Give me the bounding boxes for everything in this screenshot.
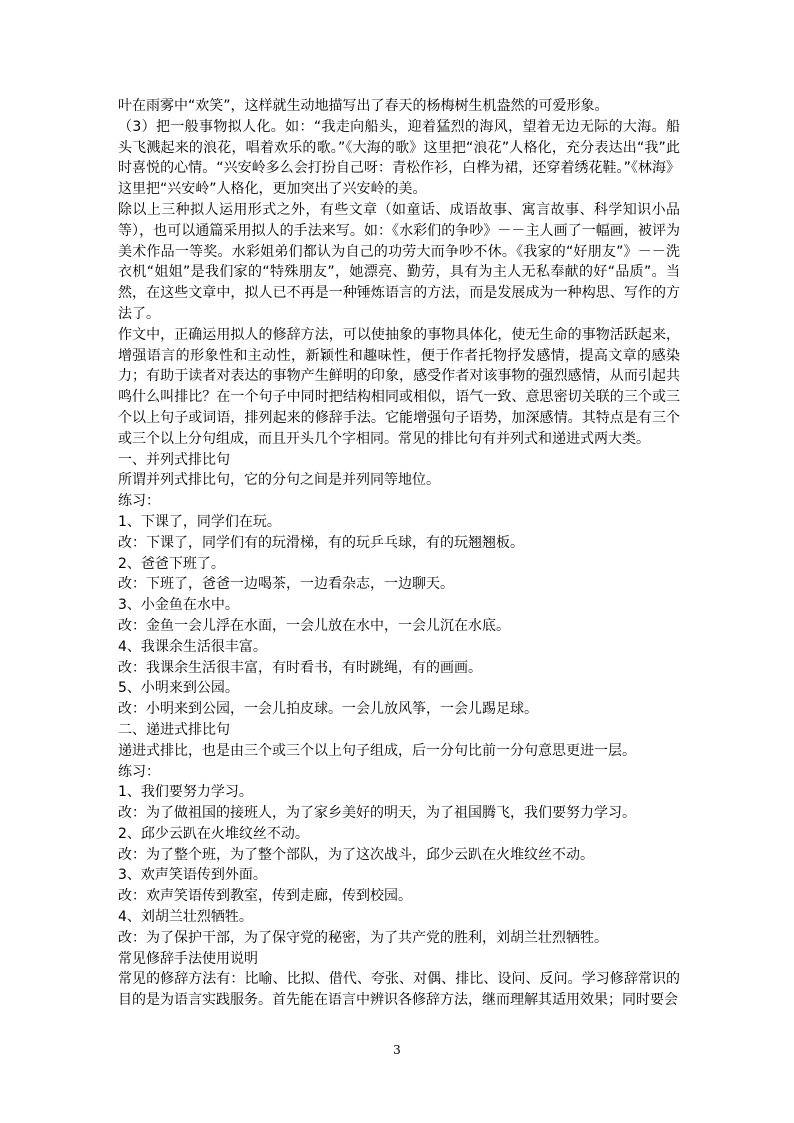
exercise-answer: 改：为了整个班，为了整个部队，为了这次战斗，邱少云趴在火堆纹丝不动。 bbox=[118, 846, 594, 863]
paragraph: 常见的修辞方法有：比喻、比拟、借代、夸张、对偶、排比、设问、反问。学习修辞常识的目的是为语言实践服务。首先能在语言中辨识各修辞方法，继而理解其适用效果；同时要会 bbox=[118, 971, 680, 1009]
exercise-answer: 改：欢声笑语传到教室，传到走廊，传到校园。 bbox=[118, 888, 412, 905]
paragraph: 叶在雨雾中“欢笑”，这样就生动地描写出了春天的杨梅树生机盎然的可爱形象。 bbox=[118, 98, 609, 114]
exercise-answer: 改：为了做祖国的接班人，为了家乡美好的明天，为了祖国腾飞，我们要努力学习。 bbox=[118, 805, 636, 822]
exercise-answer: 改：下班了，爸爸一边喝茶，一边看杂志，一边聊天。 bbox=[118, 576, 454, 593]
paragraph: 递进式排比，也是由三个或三个以上句子组成，后一分句比前一分句意思更进一层。 bbox=[118, 742, 636, 759]
exercise-answer: 改：我课余生活很丰富，有时看书，有时跳绳，有的画画。 bbox=[118, 659, 482, 676]
exercise-answer: 改：下课了，同学们有的玩滑梯，有的玩乒乓球，有的玩翘翘板。 bbox=[118, 534, 524, 551]
paragraph: 所谓并列式排比句，它的分句之间是并列同等地位。 bbox=[118, 472, 440, 489]
exercise-item: 3、小金鱼在水中。 bbox=[118, 597, 239, 614]
exercise-item: 2、爸爸下班了。 bbox=[118, 555, 225, 572]
exercise-item: 3、欢声笑语传到外面。 bbox=[118, 867, 267, 884]
exercise-item: 2、邱少云趴在火堆纹丝不动。 bbox=[118, 825, 309, 842]
section-heading: 常见修辞手法使用说明 bbox=[118, 950, 258, 967]
exercise-item: 1、我们要努力学习。 bbox=[118, 784, 253, 801]
exercise-item: 4、我课余生活很丰富。 bbox=[118, 638, 267, 655]
exercise-item: 5、小明来到公园。 bbox=[118, 680, 239, 697]
paragraph: 除以上三种拟人运用形式之外，有些文章（如童话、成语故事、寓言故事、科学知识小品等），也可以通篇采用拟人的手法来写。如：《水彩们的争吵》－－主人画了一幅画，被评为美术作品一等奖。水彩姐弟们都认为自己的功劳大而争吵不休。《我家的“好朋友”》－－洗衣机“姐姐”是我们家的“特殊朋友”，她漂亮、勤劳，具有为主人无私奉献的好“品质”。当然，在这些文章中，拟人已不再是一种锤炼语言的方法，而是发展成为一种构思、写作的方法了。 bbox=[118, 201, 680, 322]
exercise-answer: 改：小明来到公园，一会儿拍皮球。一会儿放风筝，一会儿踢足球。 bbox=[118, 701, 538, 718]
exercise-label: 练习： bbox=[118, 763, 160, 780]
page-number: 3 bbox=[393, 1043, 401, 1057]
document-body bbox=[118, 96, 680, 1011]
exercise-item: 4、刘胡兰壮烈牺牲。 bbox=[118, 909, 253, 926]
exercise-item: 1、下课了，同学们在玩。 bbox=[118, 513, 281, 530]
section-heading: 一、并列式排比句 bbox=[118, 451, 230, 468]
section-heading: 二、递进式排比句 bbox=[118, 721, 230, 738]
exercise-answer: 改：金鱼一会儿浮在水面，一会儿放在水中，一会儿沉在水底。 bbox=[118, 617, 510, 634]
exercise-answer: 改：为了保护干部，为了保守党的秘密，为了共产党的胜利，刘胡兰壮烈牺牲。 bbox=[118, 929, 608, 946]
exercise-label: 练习： bbox=[118, 493, 160, 510]
paragraph: （3）把一般事物拟人化。如：“我走向船头，迎着猛烈的海风，望着无边无际的大海。船头飞溅起来的浪花，唱着欢乐的歌。”《大海的歌》这里把“浪花”人格化，充分表达出“我”此时喜悦的心情。“兴安岭多么会打扮自己呀：青松作衫，白桦为裙，还穿着绣花鞋。”《林海》这里把“兴安岭”人格化，更加突出了兴安岭的美。 bbox=[118, 118, 680, 198]
paragraph: 作文中，正确运用拟人的修辞方法，可以使抽象的事物具体化，使无生命的事物活跃起来，增强语言的形象性和主动性，新颖性和趣味性，便于作者托物抒发感情，提高文章的感染力；有助于读者对表达的事物产生鲜明的印象，感受作者对该事物的强烈感情，从而引起共鸣什么叫排比？在一个句子中同时把结构相同或相似，语气一致、意思密切关联的三个或三个以上句子或词语，排列起来的修辞手法。它能增强句子语势，加深感情。其特点是有三个或三个以上分句组成，而且开头几个字相同。常见的排比句有并列式和递进式两大类。 bbox=[118, 326, 680, 447]
